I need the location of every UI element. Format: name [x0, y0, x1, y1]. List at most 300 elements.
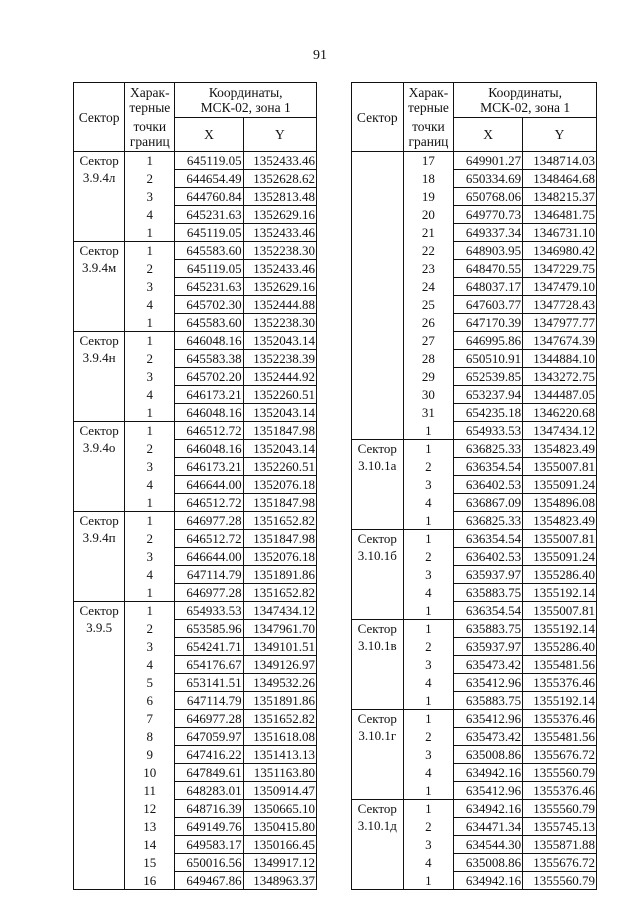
- y-coordinate: 1351413.13: [243, 746, 316, 764]
- y-coordinate: 1355192.14: [523, 692, 597, 710]
- point-number: 20: [403, 206, 454, 224]
- header-points-cont: точки границ: [403, 117, 454, 152]
- y-coordinate: 1352444.88: [243, 296, 316, 314]
- x-coordinate: 646048.16: [175, 404, 243, 422]
- x-coordinate: 636825.33: [454, 512, 523, 530]
- x-coordinate: 646173.21: [175, 386, 243, 404]
- y-coordinate: 1352628.62: [243, 170, 316, 188]
- point-number: 1: [125, 494, 175, 512]
- table-row: [352, 530, 597, 548]
- point-number: 1: [125, 404, 175, 422]
- table-row: [352, 620, 597, 638]
- x-coordinate: 645583.60: [175, 242, 243, 260]
- point-number: 3: [125, 278, 175, 296]
- point-number: 1: [125, 584, 175, 602]
- y-coordinate: 1351891.86: [243, 566, 316, 584]
- point-number: 15: [125, 854, 175, 872]
- header-points-cont: точки границ: [125, 117, 175, 152]
- point-number: 3: [403, 476, 454, 494]
- x-coordinate: 646644.00: [175, 476, 243, 494]
- sector-label-line: 3.10.1в: [357, 638, 397, 653]
- x-coordinate: 649467.86: [175, 872, 243, 890]
- point-number: 18: [403, 170, 454, 188]
- y-coordinate: 1350914.47: [243, 782, 316, 800]
- y-coordinate: 1344487.05: [523, 386, 597, 404]
- table-row: [74, 512, 317, 530]
- x-coordinate: 648470.55: [454, 260, 523, 278]
- y-coordinate: 1355376.46: [523, 710, 597, 728]
- y-coordinate: 1351618.08: [243, 728, 316, 746]
- x-coordinate: 646977.28: [175, 584, 243, 602]
- y-coordinate: 1349101.51: [243, 638, 316, 656]
- sector-label-line: Сектор: [79, 423, 119, 438]
- x-coordinate: 634471.34: [454, 818, 523, 836]
- point-number: 17: [403, 152, 454, 170]
- x-coordinate: 654933.53: [454, 422, 523, 440]
- y-coordinate: 1347434.12: [523, 422, 597, 440]
- point-number: 1: [125, 152, 175, 170]
- y-coordinate: 1355007.81: [523, 458, 597, 476]
- y-coordinate: 1348963.37: [243, 872, 316, 890]
- table-row: [352, 800, 597, 818]
- y-coordinate: 1355376.46: [523, 674, 597, 692]
- sector-label-line: Сектор: [79, 513, 119, 528]
- table-row: [352, 710, 597, 728]
- y-coordinate: 1351163.80: [243, 764, 316, 782]
- y-coordinate: 1355481.56: [523, 656, 597, 674]
- y-coordinate: 1348714.03: [523, 152, 597, 170]
- x-coordinate: 635412.96: [454, 782, 523, 800]
- x-coordinate: 650768.06: [454, 188, 523, 206]
- point-number: 4: [125, 566, 175, 584]
- header-y: Y: [523, 117, 597, 152]
- sector-label-line: 3.9.4н: [82, 350, 116, 365]
- sector-label-line: [352, 152, 403, 169]
- y-coordinate: 1347434.12: [243, 602, 316, 620]
- sector-label-line: 3.10.1д: [357, 818, 397, 833]
- sector-label-line: 3.10.1г: [358, 728, 397, 743]
- point-number: 2: [403, 638, 454, 656]
- y-coordinate: 1352076.18: [243, 548, 316, 566]
- sector-label-line: 3.9.4п: [82, 530, 116, 545]
- sector-label: [352, 710, 404, 800]
- x-coordinate: 635412.96: [454, 710, 523, 728]
- y-coordinate: 1355091.24: [523, 548, 597, 566]
- point-number: 1: [403, 512, 454, 530]
- y-coordinate: 1355286.40: [523, 566, 597, 584]
- point-number: 1: [403, 530, 454, 548]
- point-number: 1: [125, 512, 175, 530]
- table-row: [74, 422, 317, 440]
- table-row: [352, 440, 597, 458]
- table-row: [74, 332, 317, 350]
- point-number: 1: [403, 620, 454, 638]
- point-number: 30: [403, 386, 454, 404]
- header-sector: Сектор: [74, 83, 125, 152]
- y-coordinate: 1355091.24: [523, 476, 597, 494]
- x-coordinate: 646173.21: [175, 458, 243, 476]
- sector-label: [74, 422, 125, 512]
- y-coordinate: 1349126.97: [243, 656, 316, 674]
- sector-label-line: 3.9.5: [86, 620, 113, 635]
- sector-label-line: 3.9.4о: [82, 440, 116, 455]
- point-number: 3: [125, 458, 175, 476]
- x-coordinate: 648903.95: [454, 242, 523, 260]
- x-coordinate: 645231.63: [175, 206, 243, 224]
- sector-label-line: [352, 169, 403, 186]
- coordinates-table-right: [351, 82, 597, 890]
- point-number: 1: [403, 692, 454, 710]
- x-coordinate: 647849.61: [175, 764, 243, 782]
- y-coordinate: 1350415.80: [243, 818, 316, 836]
- table-row: [74, 242, 317, 260]
- y-coordinate: 1346481.75: [523, 206, 597, 224]
- y-coordinate: 1352238.30: [243, 242, 316, 260]
- y-coordinate: 1355560.79: [523, 800, 597, 818]
- point-number: 1: [403, 440, 454, 458]
- y-coordinate: 1355192.14: [523, 584, 597, 602]
- point-number: 3: [125, 638, 175, 656]
- x-coordinate: 646048.16: [175, 332, 243, 350]
- x-coordinate: 654933.53: [175, 602, 243, 620]
- point-number: 1: [125, 422, 175, 440]
- point-number: 13: [125, 818, 175, 836]
- sector-label-line: Сектор: [357, 531, 397, 546]
- x-coordinate: 649583.17: [175, 836, 243, 854]
- point-number: 21: [403, 224, 454, 242]
- x-coordinate: 644654.49: [175, 170, 243, 188]
- x-coordinate: 650334.69: [454, 170, 523, 188]
- x-coordinate: 634942.16: [454, 800, 523, 818]
- x-coordinate: 649149.76: [175, 818, 243, 836]
- x-coordinate: 645119.05: [175, 224, 243, 242]
- x-coordinate: 635008.86: [454, 746, 523, 764]
- point-number: 1: [403, 872, 454, 890]
- header-sector: Сектор: [352, 83, 404, 152]
- point-number: 2: [125, 170, 175, 188]
- page-number: 91: [313, 48, 327, 63]
- y-coordinate: 1355481.56: [523, 728, 597, 746]
- x-coordinate: 648283.01: [175, 782, 243, 800]
- x-coordinate: 646995.86: [454, 332, 523, 350]
- y-coordinate: 1355007.81: [523, 530, 597, 548]
- point-number: 24: [403, 278, 454, 296]
- x-coordinate: 635473.42: [454, 656, 523, 674]
- point-number: 19: [403, 188, 454, 206]
- sector-label: [74, 602, 125, 890]
- point-number: 2: [125, 350, 175, 368]
- header-points: Харак- терные: [125, 83, 175, 118]
- y-coordinate: 1351847.98: [243, 422, 316, 440]
- point-number: 16: [125, 872, 175, 890]
- sector-label-line: Сектор: [357, 801, 397, 816]
- x-coordinate: 645231.63: [175, 278, 243, 296]
- x-coordinate: 646644.00: [175, 548, 243, 566]
- point-number: 3: [403, 656, 454, 674]
- point-number: 10: [125, 764, 175, 782]
- point-number: 1: [125, 332, 175, 350]
- x-coordinate: 647416.22: [175, 746, 243, 764]
- coordinates-table-left: [73, 82, 317, 890]
- point-number: 1: [125, 224, 175, 242]
- x-coordinate: 644760.84: [175, 188, 243, 206]
- x-coordinate: 648037.17: [454, 278, 523, 296]
- point-number: 22: [403, 242, 454, 260]
- sector-label-line: 3.10.1б: [357, 548, 397, 563]
- y-coordinate: 1354823.49: [523, 512, 597, 530]
- point-number: 1: [403, 800, 454, 818]
- x-coordinate: 653585.96: [175, 620, 243, 638]
- y-coordinate: 1354896.08: [523, 494, 597, 512]
- point-number: 1: [403, 782, 454, 800]
- table-row: [74, 152, 317, 170]
- sector-label-line: Сектор: [357, 621, 397, 636]
- x-coordinate: 645702.30: [175, 296, 243, 314]
- x-coordinate: 645119.05: [175, 152, 243, 170]
- point-number: 3: [403, 746, 454, 764]
- sector-label: [74, 512, 125, 602]
- y-coordinate: 1354823.49: [523, 440, 597, 458]
- y-coordinate: 1352433.46: [243, 260, 316, 278]
- sector-label: [74, 332, 125, 422]
- point-number: 1: [125, 602, 175, 620]
- x-coordinate: 635412.96: [454, 674, 523, 692]
- x-coordinate: 634544.30: [454, 836, 523, 854]
- x-coordinate: 635008.86: [454, 854, 523, 872]
- y-coordinate: 1351847.98: [243, 530, 316, 548]
- y-coordinate: 1352433.46: [243, 152, 316, 170]
- y-coordinate: 1355286.40: [523, 638, 597, 656]
- x-coordinate: 650510.91: [454, 350, 523, 368]
- y-coordinate: 1346980.42: [523, 242, 597, 260]
- y-coordinate: 1348215.37: [523, 188, 597, 206]
- x-coordinate: 635883.75: [454, 692, 523, 710]
- y-coordinate: 1352629.16: [243, 206, 316, 224]
- y-coordinate: 1346220.68: [523, 404, 597, 422]
- y-coordinate: 1355560.79: [523, 872, 597, 890]
- x-coordinate: 654235.18: [454, 404, 523, 422]
- point-number: 4: [125, 656, 175, 674]
- point-number: 14: [125, 836, 175, 854]
- point-number: 1: [403, 422, 454, 440]
- sector-label: [352, 440, 404, 530]
- x-coordinate: 648716.39: [175, 800, 243, 818]
- y-coordinate: 1351847.98: [243, 494, 316, 512]
- sector-label-line: 3.10.1а: [358, 458, 397, 473]
- x-coordinate: 636402.53: [454, 548, 523, 566]
- x-coordinate: 649337.34: [454, 224, 523, 242]
- point-number: 4: [403, 854, 454, 872]
- y-coordinate: 1352043.14: [243, 440, 316, 458]
- point-number: 3: [125, 368, 175, 386]
- header-x: X: [454, 117, 523, 152]
- x-coordinate: 636825.33: [454, 440, 523, 458]
- y-coordinate: 1355676.72: [523, 746, 597, 764]
- y-coordinate: 1347229.75: [523, 260, 597, 278]
- x-coordinate: 645583.60: [175, 314, 243, 332]
- x-coordinate: 636354.54: [454, 602, 523, 620]
- x-coordinate: 636402.53: [454, 476, 523, 494]
- y-coordinate: 1347977.77: [523, 314, 597, 332]
- y-coordinate: 1352043.14: [243, 404, 316, 422]
- y-coordinate: 1355376.46: [523, 782, 597, 800]
- x-coordinate: 646512.72: [175, 494, 243, 512]
- point-number: 26: [403, 314, 454, 332]
- y-coordinate: 1347961.70: [243, 620, 316, 638]
- y-coordinate: 1352629.16: [243, 278, 316, 296]
- x-coordinate: 647114.79: [175, 566, 243, 584]
- sector-label-line: Сектор: [79, 603, 119, 618]
- point-number: 25: [403, 296, 454, 314]
- point-number: 8: [125, 728, 175, 746]
- point-number: 4: [125, 296, 175, 314]
- x-coordinate: 634942.16: [454, 872, 523, 890]
- point-number: 28: [403, 350, 454, 368]
- x-coordinate: 635937.97: [454, 566, 523, 584]
- point-number: 4: [403, 764, 454, 782]
- point-number: 3: [403, 566, 454, 584]
- y-coordinate: 1346731.10: [523, 224, 597, 242]
- point-number: 3: [125, 188, 175, 206]
- sector-label-line: Сектор: [357, 711, 397, 726]
- header-y: Y: [243, 117, 316, 152]
- x-coordinate: 635937.97: [454, 638, 523, 656]
- x-coordinate: 646977.28: [175, 512, 243, 530]
- sector-label-line: Сектор: [79, 153, 119, 168]
- y-coordinate: 1352260.51: [243, 386, 316, 404]
- header-coordinates: Координаты, МСК-02, зона 1: [175, 83, 317, 118]
- y-coordinate: 1352043.14: [243, 332, 316, 350]
- sector-label: [352, 530, 404, 620]
- point-number: 9: [125, 746, 175, 764]
- y-coordinate: 1352238.39: [243, 350, 316, 368]
- point-number: 1: [403, 710, 454, 728]
- y-coordinate: 1351652.82: [243, 512, 316, 530]
- x-coordinate: 652539.85: [454, 368, 523, 386]
- point-number: 4: [125, 476, 175, 494]
- point-number: 3: [125, 548, 175, 566]
- point-number: 2: [125, 440, 175, 458]
- y-coordinate: 1347728.43: [523, 296, 597, 314]
- point-number: 4: [125, 386, 175, 404]
- point-number: 29: [403, 368, 454, 386]
- x-coordinate: 646048.16: [175, 440, 243, 458]
- x-coordinate: 636354.54: [454, 458, 523, 476]
- y-coordinate: 1352260.51: [243, 458, 316, 476]
- y-coordinate: 1351652.82: [243, 710, 316, 728]
- point-number: 5: [125, 674, 175, 692]
- x-coordinate: 647170.39: [454, 314, 523, 332]
- point-number: 2: [403, 458, 454, 476]
- point-number: 1: [403, 602, 454, 620]
- y-coordinate: 1352238.30: [243, 314, 316, 332]
- y-coordinate: 1349917.12: [243, 854, 316, 872]
- y-coordinate: 1355871.88: [523, 836, 597, 854]
- point-number: 2: [125, 620, 175, 638]
- x-coordinate: 649901.27: [454, 152, 523, 170]
- sector-label-line: Сектор: [79, 333, 119, 348]
- point-number: 11: [125, 782, 175, 800]
- point-number: 3: [403, 836, 454, 854]
- point-number: 4: [403, 584, 454, 602]
- x-coordinate: 645702.20: [175, 368, 243, 386]
- x-coordinate: 646977.28: [175, 710, 243, 728]
- x-coordinate: 645119.05: [175, 260, 243, 278]
- x-coordinate: 653141.51: [175, 674, 243, 692]
- x-coordinate: 647114.79: [175, 692, 243, 710]
- sector-label: [74, 152, 125, 242]
- y-coordinate: 1350665.10: [243, 800, 316, 818]
- sector-label-line: 3.9.4м: [81, 260, 117, 275]
- x-coordinate: 654176.67: [175, 656, 243, 674]
- sector-label: [352, 152, 404, 440]
- y-coordinate: 1355676.72: [523, 854, 597, 872]
- x-coordinate: 650016.56: [175, 854, 243, 872]
- x-coordinate: 649770.73: [454, 206, 523, 224]
- x-coordinate: 647059.97: [175, 728, 243, 746]
- point-number: 2: [403, 728, 454, 746]
- x-coordinate: 653237.94: [454, 386, 523, 404]
- y-coordinate: 1348464.68: [523, 170, 597, 188]
- x-coordinate: 636354.54: [454, 530, 523, 548]
- table-row: [352, 152, 597, 170]
- x-coordinate: 646512.72: [175, 422, 243, 440]
- y-coordinate: 1350166.45: [243, 836, 316, 854]
- point-number: 2: [125, 260, 175, 278]
- sector-label-line: Сектор: [79, 243, 119, 258]
- x-coordinate: 634942.16: [454, 764, 523, 782]
- y-coordinate: 1344884.10: [523, 350, 597, 368]
- y-coordinate: 1352076.18: [243, 476, 316, 494]
- x-coordinate: 635883.75: [454, 620, 523, 638]
- table-row: [74, 602, 317, 620]
- x-coordinate: 636867.09: [454, 494, 523, 512]
- sector-label: [352, 620, 404, 710]
- point-number: 27: [403, 332, 454, 350]
- y-coordinate: 1351891.86: [243, 692, 316, 710]
- header-coordinates: Координаты, МСК-02, зона 1: [454, 83, 597, 118]
- point-number: 2: [125, 530, 175, 548]
- point-number: 7: [125, 710, 175, 728]
- point-number: 4: [125, 206, 175, 224]
- point-number: 2: [403, 548, 454, 566]
- x-coordinate: 646512.72: [175, 530, 243, 548]
- point-number: 12: [125, 800, 175, 818]
- point-number: 6: [125, 692, 175, 710]
- y-coordinate: 1352813.48: [243, 188, 316, 206]
- y-coordinate: 1349532.26: [243, 674, 316, 692]
- point-number: 23: [403, 260, 454, 278]
- header-points: Харак- терные: [403, 83, 454, 118]
- y-coordinate: 1351652.82: [243, 584, 316, 602]
- x-coordinate: 635883.75: [454, 584, 523, 602]
- point-number: 2: [403, 818, 454, 836]
- point-number: 4: [403, 674, 454, 692]
- y-coordinate: 1347479.10: [523, 278, 597, 296]
- x-coordinate: 654241.71: [175, 638, 243, 656]
- y-coordinate: 1355560.79: [523, 764, 597, 782]
- y-coordinate: 1352444.92: [243, 368, 316, 386]
- point-number: 4: [403, 494, 454, 512]
- y-coordinate: 1343272.75: [523, 368, 597, 386]
- y-coordinate: 1347674.39: [523, 332, 597, 350]
- point-number: 1: [125, 314, 175, 332]
- point-number: 31: [403, 404, 454, 422]
- y-coordinate: 1355745.13: [523, 818, 597, 836]
- x-coordinate: 647603.77: [454, 296, 523, 314]
- header-x: X: [175, 117, 243, 152]
- x-coordinate: 645583.38: [175, 350, 243, 368]
